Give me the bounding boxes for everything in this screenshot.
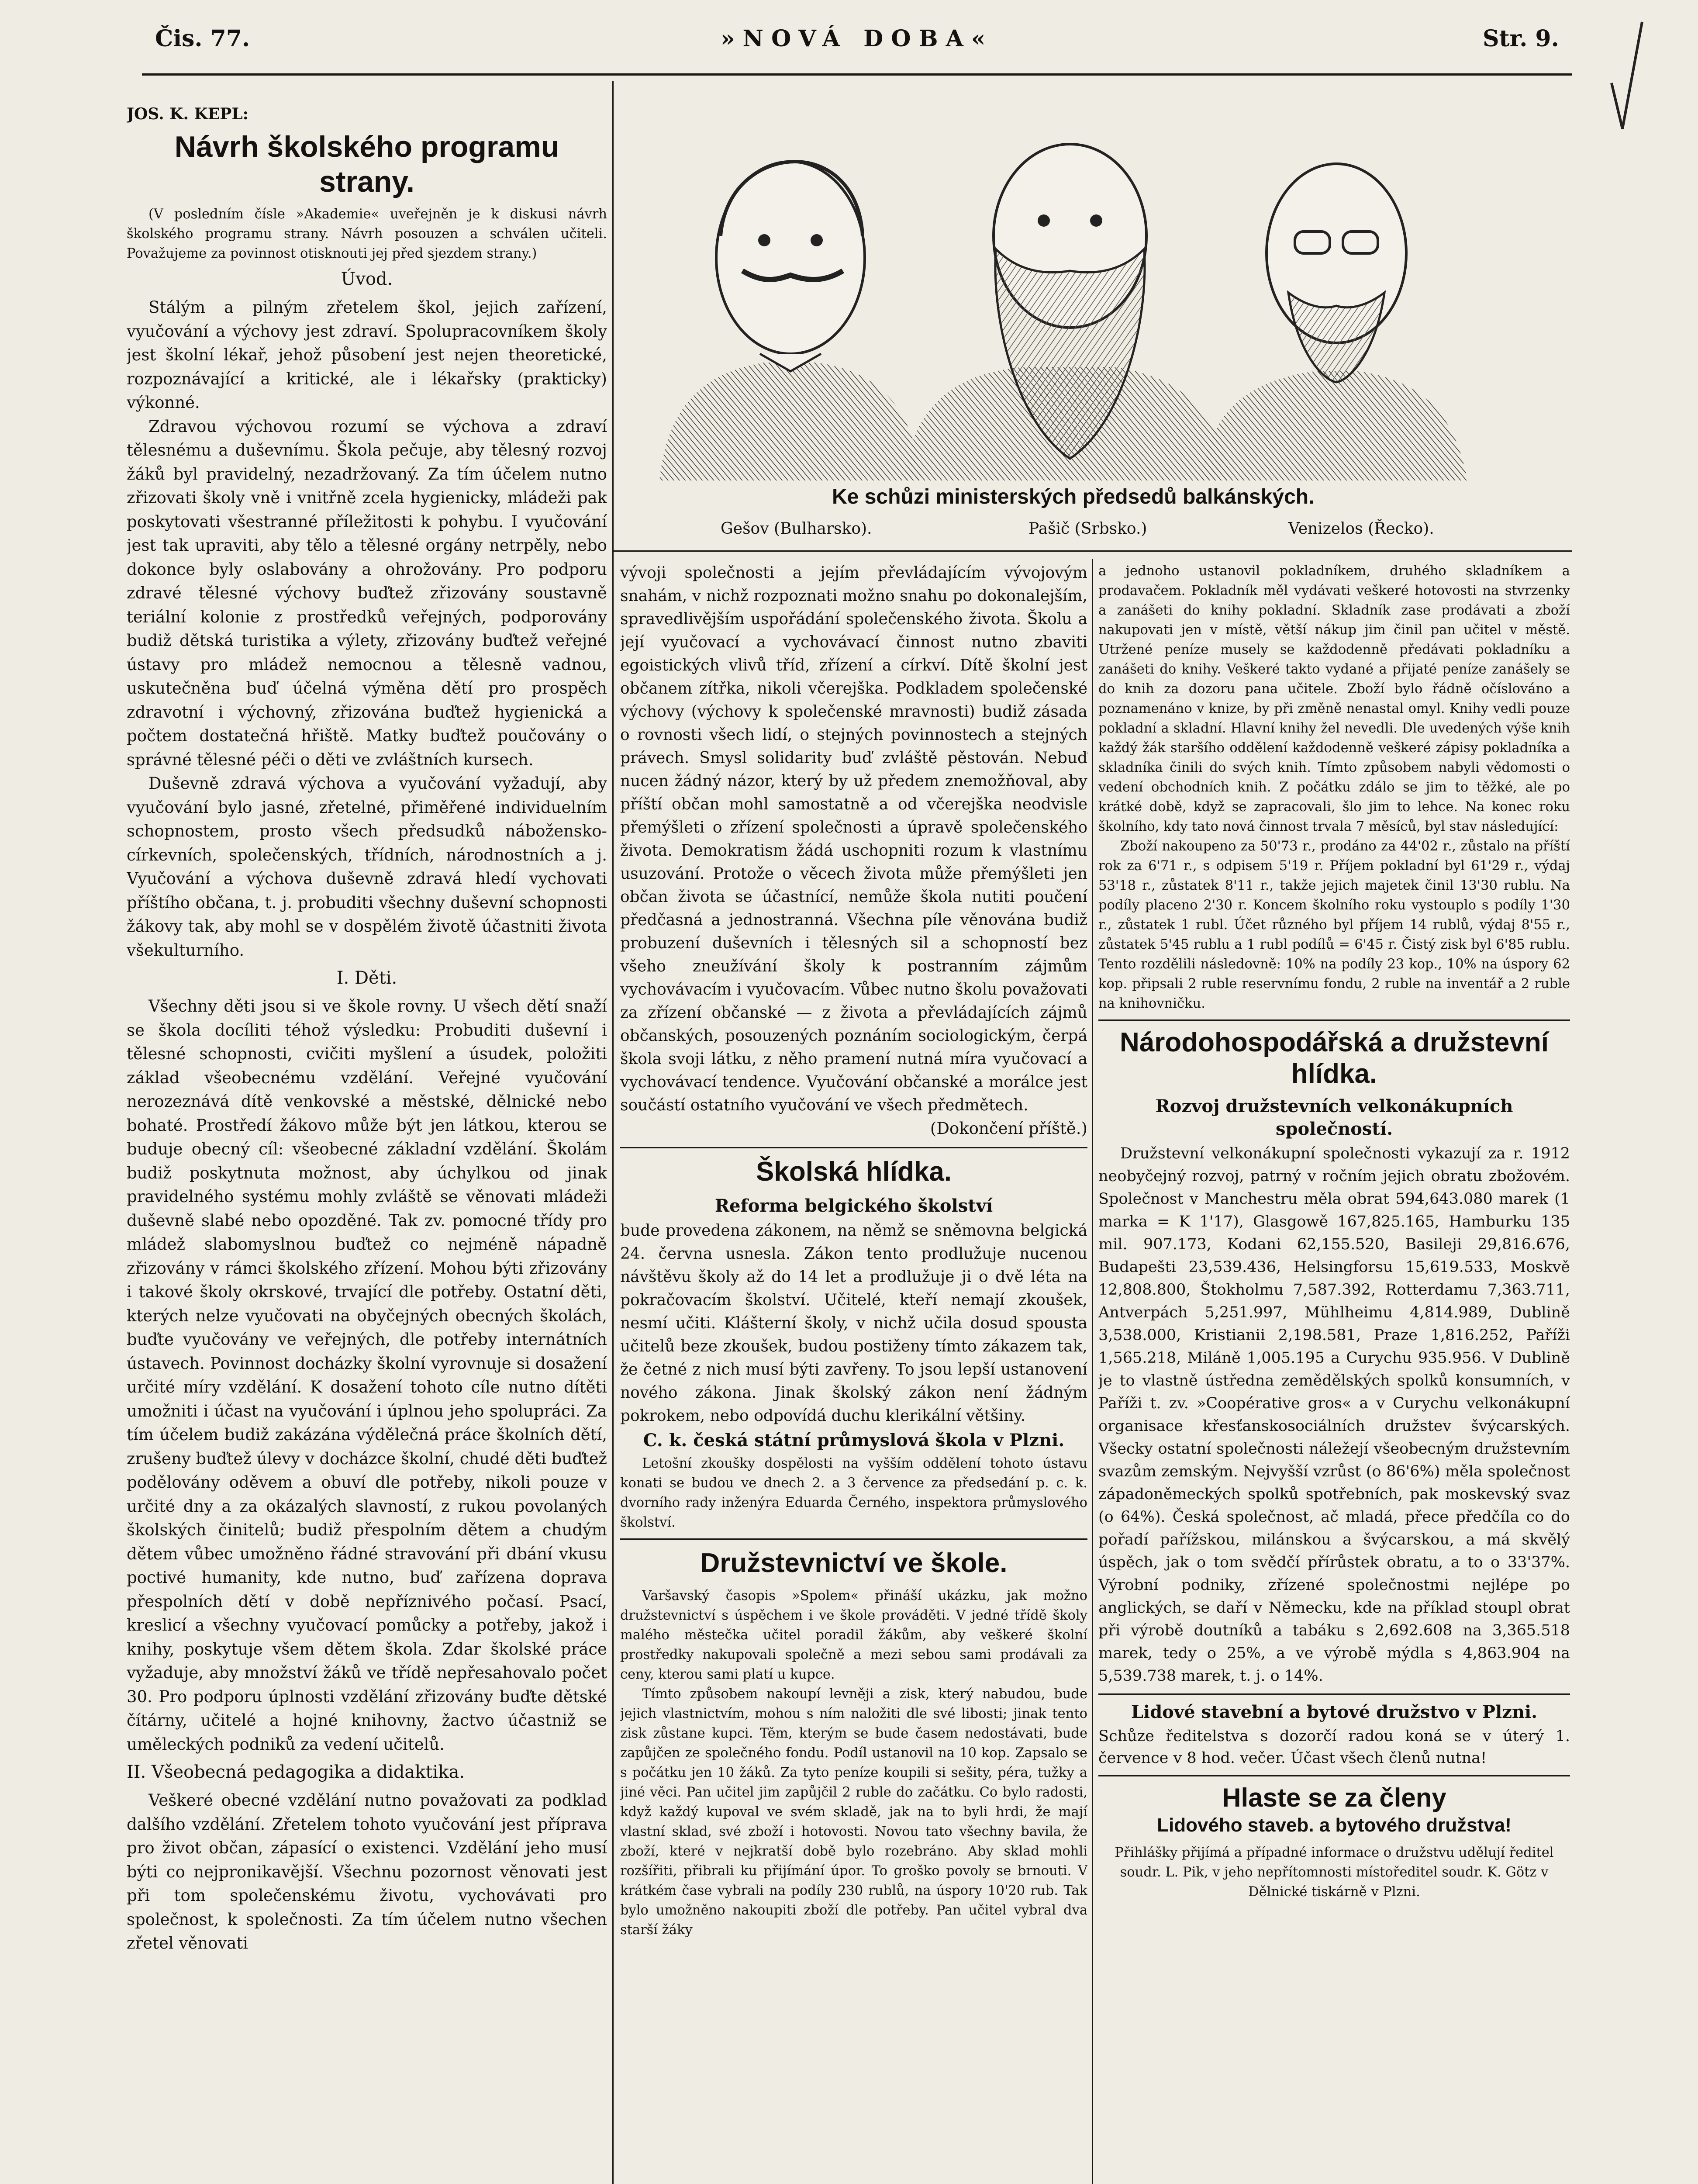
illustration-caption: Ke schůzi ministerských předsedů balkánských. — [832, 485, 1315, 508]
handwritten-check-icon — [1607, 17, 1646, 135]
section-rule — [620, 1147, 1087, 1148]
column-1 — [127, 105, 607, 2184]
continuation-note: (Dokončení příště.) — [930, 1119, 1087, 1138]
masthead: »NOVÁ DOBA« — [721, 25, 994, 52]
illustration-rule — [612, 550, 1572, 552]
section-rule — [1098, 1775, 1570, 1776]
article-subtitle: Rozvoj družstevních velkonákupních společností. — [1155, 1096, 1513, 1139]
article-title: Družstevnictví ve škole. — [700, 1548, 1008, 1578]
column-2 — [620, 561, 1087, 2184]
caption-name-left: Gešov (Bulharsko). — [721, 520, 872, 538]
paragraph: Tímto způsobem nakoupí levněji a zisk, který nabudou, bude jejich vlastnictvím, mohou s ním naložiti dle své libosti; jinak tento zisk zůstane kupci. Těm, kterým se bude časem nedostávati, bude zapůjčen ze společného fondu. Podíl ustanovil na 10 kop. Zapsalo se s počátku jen 10 žáků. Za tyto peníze koupili si sešity, péra, tužky a jiné věci. Pan učitel jim zapůjčil 2 ruble do začátku. Co bylo radosti, když každý kupoval ve svém skladě, jak na to byli hrdi, že mají vlastní sklad, své zboží i hotovosti. Novou tato všechny bavila, že zboží, které v nejkratší době bylo rozebráno. Aby sklad mohli rozšířiti, přibrali ku přijímání úpor. To groško povoly se brnouti. V krátkém čase vybrali na podíly 230 rublů, na úspory 10'20 rub. Tak bylo umožněno nakoupiti zboží dle potřeby. Pan učitel vybral dva starší žáky — [620, 1686, 1087, 1938]
column-divider — [1092, 559, 1093, 2184]
portrait-gesov — [659, 162, 921, 480]
caption-name-middle: Pašič (Srbsko.) — [1028, 520, 1147, 538]
column-divider — [612, 81, 614, 2184]
notice-heading: C. k. česká státní průmyslová škola v Plzni. — [643, 1430, 1065, 1451]
paragraph: Zboží nakoupeno za 50'73 r., prodáno za 44'02 r., zůstalo na příští rok za 6'71 r., s odpisem 5'19 r. Příjem pokladní byl 61'29 r., výdaj 53'18 r., zůstatek 8'11 r., takže jejich majetek činil 13'30 rublu. Na podíly placeno 2'30 r. Koncem školního roku vystouplo s podíly 1'30 r., zůstatek 1 rubl. Účet různého byl příjem 14 rublů, výdaj 8'55 r., zůstatek 5'45 rublu a 1 rubl podílů = 6'45 r. Čistý zisk byl 6'85 rublu. Tento rozdělili následovně: 10% na podíly 23 kop., 10% na úspory 62 kop. připsali 2 ruble reservnímu fondu, 2 ruble na inventář a 2 ruble na knihovničku. — [1098, 839, 1570, 1011]
portrait-venizelos — [1201, 164, 1467, 480]
paragraph: a jednoho ustanovil pokladníkem, druhého skladníkem a prodavačem. Pokladník měl vydávati veškeré hotovosti na stvrzenky a zanášeti do knihy pokladní. Skladník zase prodávati a zboží nakupovati jen v místě, větší nákup jim činil pan učitel v městě. Utržené peníze musely se každodenně předávati pokladníku a zanášeti do knihy. Veškeré takto vydané a přijaté peníze zanášely se do knih za dozoru pana učitele. Zboží bylo řádně očíslováno a poznamenáno v knize, by při změně nenastal omyl. Knihy vedli pouze pokladní a skladní. Hlavní knihy žel nevedli. Dle uvedených výše knih každý žák staršího oddělení každodenně veškeré zápisy pokladníka a skladníka činili do svých knih. Tímto způsobem nabyli vědomosti o vedení obchodních knih. Z počátku zdálo se jim to těžké, ale po krátké době, když se zapracovali, šlo jim to lehce. Na konec roku školního, kdy tato nová činnost trvala 7 měsíců, byl stav následující: — [1098, 563, 1570, 834]
section-rule — [1098, 1019, 1570, 1021]
advert-subtitle: Lidového staveb. a bytového družstva! — [1157, 1814, 1512, 1836]
section-heading: I. Děti. — [336, 968, 397, 988]
caption-name-right: Venizelos (Řecko). — [1288, 520, 1434, 538]
paragraph: Družstevní velkonákupní společnosti vykazují za r. 1912 neobyčejný rozvoj, patrný v ročním jejich obratu zbožovém. Společnost v Manchestru měla obrat 594,643.080 marek (1 marka = K 1'17), Glasgowě 167,825.165, Hamburku 135 mil. 907.173, Kodani 62,155.520, Basileji 29,816.676, Budapešti 23,539.436, Helsingforsu 15,619.533, Moskvě 12,808.800, Štokholmu 7,587.392, Rotterdamu 7,363.711, Antverpách 5,251.997, Mühlheimu 4,814.989, Dublině 3,538.000, Kristianii 2,198.581, Praze 1,816.252, Paříži 1,565.218, Miláně 1,005.195 a Curychu 935.956. V Dublině je to vlastně ústředna zemědělských spolků konsumních, v Paříži t. zv. »Coopérative gros« a v Curychu velkonákupní organisace křesťanskosociálních družstev švýcarských. Všecky ostatní společnosti náležejí všeobecným družstevním svazům zemským. Nejvyšší vzrůst (o 86'6%) měla společnost západoněmeckých spolků spotřebních, pak moskevský svaz (o 64%). Česká společnost, ač mladá, přece předčíla co do pořadí pařížskou, milánskou a švýcarskou, a má skvělý úspěch, jak o tom svědčí přírůstek obratu, a to o 33'37%. Výrobní podniky, zřízené společnostmi nejlépe po anglických, se daří v Německu, kde na příklad stoupl obrat při výrobě doutníků a tabáku s 2,692.608 na 3,365.518 marek, tedy o 25%, a ve výrobě mýdla s 4,863.904 na 5,539.738 marek, t. j. o 14%. — [1098, 1145, 1570, 1685]
column-3 — [1098, 561, 1570, 2184]
notice-title: Lidové stavební a bytové družstvo v Plzni. — [1131, 1702, 1538, 1722]
paragraph: Letošní zkoušky dospělosti na vyšším oddělení tohoto ústavu konati se budou ve dnech 2. a 3 července za předsedání p. c. k. dvorního rady inženýra Eduarda Černého, inspektora průmyslového školství. — [620, 1455, 1087, 1530]
issue-number: Čis. 77. — [155, 25, 250, 52]
article-title: Národohospodářská a družstevní hlídka. — [1120, 1027, 1549, 1089]
section-rule — [1098, 1693, 1570, 1695]
paragraph: vývoji společnosti a jejím převládajícím vývojovým snahám, v nichž rozpoznati možno snahu po dokonalejším, spravedlivějším uspořádání společenského života. Školu a její vyučovací a vychovávací činnost nutno zbaviti egoistických vlivů tříd, zřízení a církví. Dítě školní jest občanem zítřka, nikoli včerejška. Podkladem společenské výchovy (výchovy k společenské mravnosti) budiž zásada o rovnosti všech lidí, o stejných povinnostech a stejných právech. Smysl solidarity buď zvláště pěstován. Nebuď nucen žádný názor, který by už předem znemožňoval, aby příští občan mohl samostatně a od včerejška neodvisle přemýšleti o zřízení společnosti a úpravě společenského života. Demokratism žádá uschopniti rozum k vlastnímu usuzování. Protože o věcech života může přemýšleti jen občan života se účastnící, nemůže škola nutiti poučení předčasná a jednostranná. Všechna píle věnována budiž probuzení duševních i tělesných sil a schopností bez všeho zneužívání školy k postranním zájmům vychovávacím i vyučovacím. Vůbec nutno školu považovati za zřízení občanské — z života a převládajících zájmů občanských, posouzených poznáním sociologickým, čerpá škola svoji látku, z něho pramení nutná míra vyučovací a vychovávací tendence. Vyučování občanské a morálce jest součástí ostatního vyučování ve všech předmětech. — [620, 564, 1087, 1114]
paragraph: Zdravou výchovou rozumí se výchova a zdraví tělesnému a duševnímu. Škola pečuje, aby tělesný rozvoj žáků byl pravidelný, nezadržovaný. Za tím účelem nutno zřizovati školy vně i vnitřně zcela hygienicky, mládeži pak poskytovati všestranné příležitosti k pohybu. I vyučování jest tak upraviti, aby tělo a tělesné orgány netrpěly, nebo dokonce byly oslabovány a ohrožovány. Pro podporu zdravé tělesné výchovy buďtež zřizovány soustavně teriální kolonie z prostředků veřejných, podporovány budiž dětská turistika a výlety, zřizovány buďtež veřejné ústavy pro mládež nemocnou a tělesně vadnou, uskutečněna buď účelná výměna dětí pro prospěch zdravotní i výchovný, zřizována buďtež hygienická a počtem dostatečná hřiště. Matky buďtež poučovány o správné tělesné péči o děti ve zvláštních kursech. — [127, 417, 607, 769]
portrait-illustration — [633, 127, 1507, 480]
paragraph: Schůze ředitelstva s dozorčí radou koná se v úterý 1. července v 8 hod. večer. Účast všech členů nutna! — [1098, 1728, 1570, 1767]
paragraph: Stálým a pilným zřetelem škol, jejich zařízení, vyučování a výchovy jest zdraví. Spolupracovníkem školy jest školní lékař, jehož působení jest nejen theoretické, rozpoznávající a kritické, ale i lékařsky (prakticky) výkonné. — [127, 298, 607, 412]
article-title: Návrh školského programu strany. — [174, 130, 559, 198]
paragraph: Veškeré obecné vzdělání nutno považovati za podklad dalšího vzdělání. Zřetelem tohoto vyučování jest příprava pro život občan, zápasící o existenci. Vzdělání jeho musí býti co nejpronikavější. Všechnu pozornost věnovati jest při tom společenskému životu, vychovávati pro společnost, k společnosti. Za tím účelem nutno všechen zřetel věnovati — [127, 1791, 607, 1952]
header-rule — [142, 73, 1572, 76]
article-byline: JOS. K. KEPL: — [127, 105, 248, 123]
article-subtitle: Reforma belgického školství — [714, 1195, 993, 1216]
paragraph: Duševně zdravá výchova a vyučování vyžadují, aby vyučování bylo jasné, zřetelné, přiměřené individuelním schopnostem, prosto všech předsudků nábožensko-církevních, společenských, třídních, národnostních a j. Vyučování a výchova duševně zdravá hledí vychovati příštího občana, t. j. probuditi všechny duševní schopnosti žákovy tak, aby mohl se v dospělém životě účastniti života všekulturního. — [127, 774, 607, 960]
paragraph: bude provedena zákonem, na němž se sněmovna belgická 24. června usnesla. Zákon tento prodlužuje nucenou návštěvu školy až do 14 let a prodlužuje ji o dvě léta na pokračovacím školství. Učitelé, kteří nemají zkoušek, nesmí učiti. Klášterní školy, v nichž učila dosud spousta učitelů beze zkoušek, budou postiženy tímto zákazem tak, že četné z nich musí býti zavřeny. To jsou lepší ustanovení nového zákona. Jinak školský zákon není žádným pokrokem, nebo odpovídá duchu klerikální většiny. — [620, 1221, 1087, 1425]
advert-text: Přihlášky přijímá a případné informace o družstvu udělují ředitel soudr. L. Pik, v jeho nepřítomnosti místoředitel soudr. K. Götz v Dělnické tiskárně v Plzni. — [1115, 1845, 1554, 1900]
article-title: Školská hlídka. — [756, 1156, 952, 1187]
paragraph: Varšavský časopis »Spolem« přináší ukázku, jak možno družstevnictví s úspěchem i ve škole prováděti. V jedné třídě školy malého městečka učitel poradil žákům, aby veškeré školní prostředky nakupovali společně a mezi sebou sami prodávali za ceny, kterou sami platí u kupce. — [620, 1588, 1087, 1682]
section-rule — [620, 1538, 1087, 1540]
portrait-pasic — [904, 144, 1232, 480]
section-heading: II. Všeobecná pedagogika a didaktika. — [127, 1762, 465, 1782]
section-heading: Úvod. — [341, 269, 393, 289]
paragraph: Všechny děti jsou si ve škole rovny. U všech dětí snaží se škola docíliti téhož výsledku: Probuditi duševní i tělesné schopnosti, cvičiti myšlení a úsudek, položiti základ všeobecnému vzdělání. Veřejné vyučování nerozeznává dítě venkovské a městské, dělnické nebo bohaté. Prostředí žákovo může být jen látkou, kterou se buduje obecný cíl: všeobecné základní vzdělání. Školám budiž poskytnuta možnost, aby úchylkou od jinak pravidelného systému mohly zvláště se věnovati mládeži duševně slabé nebo opozděné. Tak zv. pomocné třídy pro mládež slabomyslnou buďtež co nejméně nápadně zřizovány v rámci školského zřízení. Mohou býti zřizovány i takové školy okrskové, trvající dle potřeby. Ostatní děti, kterých nelze vyučovati na obyčejných obecných školách, buďte vyučovány ve veřejných, dle potřeby internátních ústavech. Povinnost docházky školní vyrovnuje si dosažení určité míry vzdělání. K dosažení tohoto cíle nutno dítěti umožniti i účast na vyučování i úplnou jeho spolupráci. Za tím účelem budiž zakázána výdělečná práce školních dětí, zrušeny buďtež úlevy v docházce školní, chudé děti buďtež podělovány oděvem a obuví dle potřeby, nikoli pouze v určité dny a za okázalých slavností, z rukou povolaných školských činitelů; budiž přespolním dětem a chudým dětem vůbec umožněno řádné stravování při dbání vkusu poctivé humanity, kde nutno, buď zařízena doprava přespolních dětí v době nepříznivého počasí. Psací, kreslicí a všechny vyučovací pomůcky a potřeby, jakož i knihy, poskytuje všem dětem škola. Zdar školské práce vyžaduje, aby množství žáků ve třídě nepřesahovalo počet 30. Pro podporu úplnosti vzdělání zřizovány buďte dětské čítárny, učitelé a hojné knihovny, žactvo účastniž se uměleckých podniků za vedení učitelů. — [127, 997, 607, 1754]
page-number: Str. 9. — [1483, 25, 1559, 52]
article-intro: (V posledním čísle »Akademie« uveřejněn je k diskusi návrh školského programu strany. Návrh posouzen a schválen učiteli. Považujeme za povinnost otisknouti jej před sjezdem strany.) — [127, 207, 607, 261]
advert-title: Hlaste se za členy — [1222, 1783, 1446, 1812]
